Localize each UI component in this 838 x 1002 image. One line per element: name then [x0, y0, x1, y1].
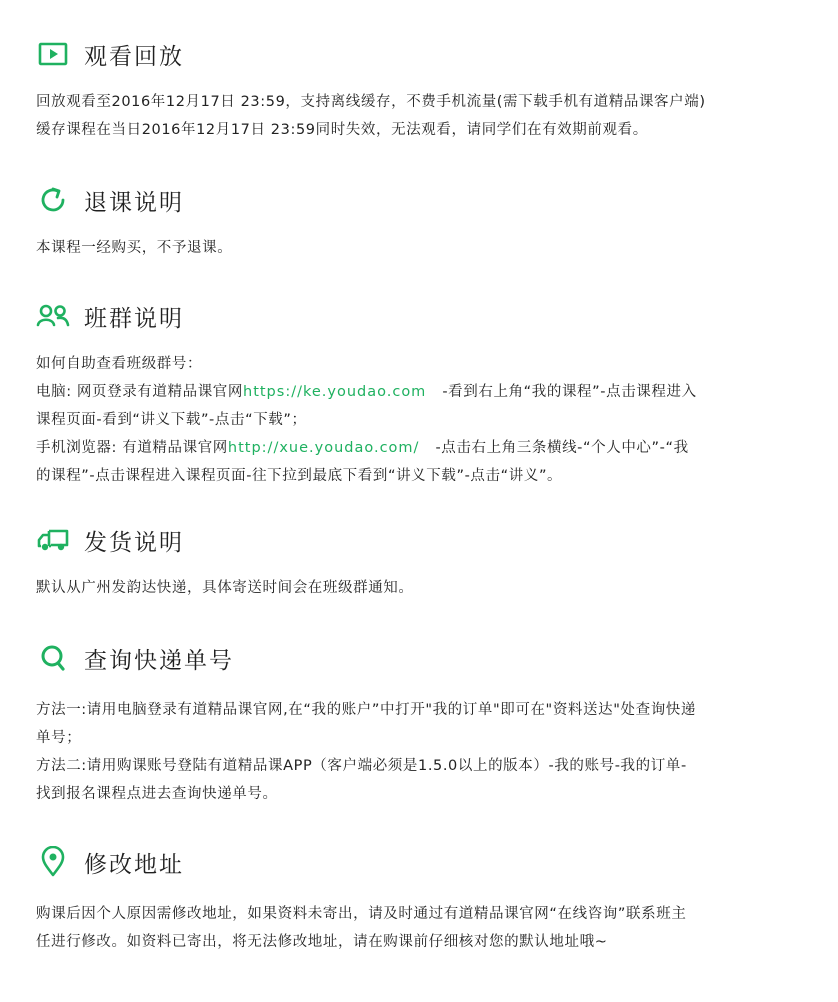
group-pc-line-2: 课程页面-看到“讲义下载”-点击“下载”； [36, 412, 307, 428]
tracking-body [36, 696, 826, 808]
shipping-title: 发货说明 [84, 529, 184, 556]
address-line: 购课后因个人原因需修改地址，如果资料未寄出，请及时通过有道精品课官网“在线咨询”联系班主 [36, 906, 687, 922]
refund-line: 本课程一经购买，不予退课。 [36, 240, 233, 256]
shipping-line: 默认从广州发韵达快递，具体寄送时间会在班级群通知。 [36, 580, 414, 596]
group-pc-prefix: 电脑: 网页登录有道精品课官网 [36, 384, 243, 400]
shipping-section [36, 522, 826, 602]
search-icon [36, 641, 70, 675]
shipping-heading [36, 522, 826, 558]
tracking-heading [36, 640, 826, 676]
mobile-site-link[interactable]: http://xue.youdao.com/ [227, 440, 420, 456]
group-mobile-line [36, 434, 826, 462]
tracking-line: 找到报名课程点进去查询快递单号。 [36, 786, 278, 802]
group-pc-suffix: -看到右上角“我的课程”-点击课程进入 [442, 384, 697, 400]
group-mobile-suffix: -点击右上角三条横线-“个人中心”-“我 [435, 440, 689, 456]
refund-title: 退课说明 [84, 189, 184, 216]
address-line: 任进行修改。如资料已寄出，将无法修改地址，请在购课前仔细核对您的默认地址哦~ [36, 934, 608, 950]
refund-heading [36, 182, 826, 218]
replay-section [36, 36, 826, 144]
refund-body [36, 234, 826, 262]
group-title: 班群说明 [84, 305, 184, 332]
address-title: 修改地址 [84, 851, 184, 878]
group-pc-line [36, 378, 826, 406]
users-icon [36, 299, 70, 333]
replay-heading [36, 36, 826, 72]
refund-section [36, 182, 826, 262]
address-body [36, 900, 826, 956]
play-icon [36, 37, 70, 71]
location-pin-icon [36, 845, 70, 879]
group-mobile-prefix: 手机浏览器: 有道精品课官网 [36, 440, 228, 456]
tracking-line: 方法一:请用电脑登录有道精品课官网,在“我的账户”中打开"我的订单"即可在"资料送达"处查询快递 [36, 702, 696, 718]
pc-site-link[interactable]: https://ke.youdao.com [243, 384, 427, 400]
address-section [36, 844, 826, 956]
group-heading [36, 298, 826, 334]
refresh-icon [36, 183, 70, 217]
tracking-line: 方法二:请用购课账号登陆有道精品课APP（客户端必须是1.5.0以上的版本）-我的账号-我的订单- [36, 758, 687, 774]
group-section [36, 298, 826, 490]
tracking-title: 查询快递单号 [84, 647, 234, 674]
group-body [36, 350, 826, 490]
tracking-line: 单号； [36, 730, 82, 746]
replay-body [36, 88, 826, 144]
truck-icon [36, 523, 70, 557]
group-mobile-line-2: 的课程”-点击课程进入课程页面-往下拉到最底下看到“讲义下载”-点击“讲义”。 [36, 468, 563, 484]
tracking-section [36, 640, 826, 808]
replay-line: 缓存课程在当日2016年12月17日 23:59同时失效，无法观看，请同学们在有效期前观看。 [36, 122, 648, 138]
replay-line: 回放观看至2016年12月17日 23:59，支持离线缓存，不费手机流量(需下载手机有道精品课客户端) [36, 94, 706, 110]
shipping-body [36, 574, 826, 602]
group-intro: 如何自助查看班级群号： [36, 356, 203, 372]
replay-title: 观看回放 [84, 43, 184, 70]
address-heading [36, 844, 826, 880]
